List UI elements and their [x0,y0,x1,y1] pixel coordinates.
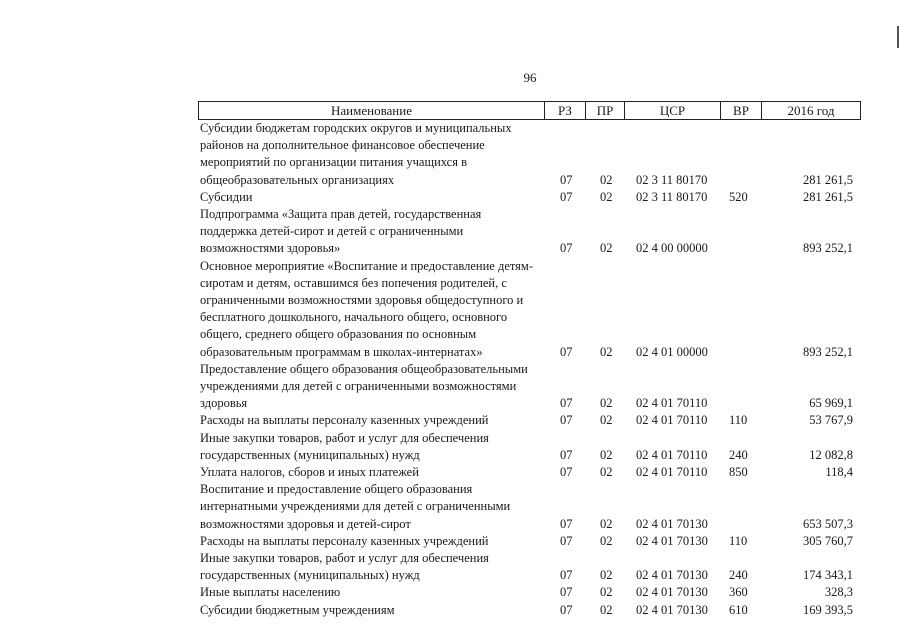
row-rz: 07 [560,241,573,256]
row-name: Воспитание и предоставление общего образования интернатными учреждениями для детей с ограниченными возможностями здоровья и детей-сирот [200,482,511,531]
table-row [198,120,859,189]
row-pr: 02 [600,396,613,411]
row-csr: 02 4 01 70110 [636,413,708,428]
table-row [198,258,859,361]
table-row [198,584,859,601]
row-name: Субсидии бюджетам городских округов и муниципальных районов на дополнительное финансовое обеспечение мероприятий по организации питания учащихся в общеобразовательных организациях [200,121,512,187]
row-pr: 02 [600,189,613,204]
row-pr: 02 [600,172,613,187]
row-csr: 02 4 01 70130 [636,585,708,600]
row-vr: 360 [729,585,748,600]
row-csr: 02 4 01 70130 [636,602,708,617]
row-rz: 07 [560,189,573,204]
row-csr: 02 3 11 80170 [636,172,708,187]
table-row [198,550,859,584]
row-csr: 02 4 01 70130 [636,516,708,531]
column-header-rz: РЗ [545,102,586,119]
row-name: Расходы на выплаты персоналу казенных учреждений [200,533,489,548]
row-name: Уплата налогов, сборов и иных платежей [200,465,419,480]
row-amount: 281 261,5 [803,172,853,187]
row-name: Основное мероприятие «Воспитание и предоставление детям- сиротам и детям, оставшимся без попечения родителей, с ограниченными возможностями здоровья общедоступного и бесплатного дошкольного, начального общего, основного общего, среднего общего образования по основным образовательным программам в школах-интернатах» [200,258,534,359]
page-edge-mark [897,26,899,48]
row-csr: 02 4 01 70130 [636,533,708,548]
table-row [198,412,859,429]
row-amount: 281 261,5 [803,189,853,204]
row-pr: 02 [600,241,613,256]
row-vr: 110 [729,533,748,548]
row-rz: 07 [560,533,573,548]
row-pr: 02 [600,516,613,531]
row-vr: 240 [729,447,748,462]
row-vr: 850 [729,465,748,480]
row-csr: 02 4 01 00000 [636,344,708,359]
row-name: Подпрограмма «Защита прав детей, государственная поддержка детей-сирот и детей с ограниченными возможностями здоровья» [200,207,482,256]
row-name: Иные выплаты населению [200,585,341,600]
row-amount: 65 969,1 [809,396,853,411]
row-rz: 07 [560,396,573,411]
row-vr: 240 [729,568,748,583]
column-header-pr: ПР [586,102,625,119]
column-header-csr: ЦСР [625,102,721,119]
row-amount: 653 507,3 [803,516,853,531]
row-pr: 02 [600,533,613,548]
row-name: Субсидии бюджетным учреждениям [200,602,395,617]
row-rz: 07 [560,568,573,583]
column-header-name: Наименование [199,102,545,119]
row-vr: 110 [729,413,748,428]
row-rz: 07 [560,344,573,359]
row-amount: 305 760,7 [803,533,853,548]
row-amount: 169 393,5 [803,602,853,617]
row-pr: 02 [600,585,613,600]
column-header-year: 2016 год [787,103,835,118]
table-row [198,189,859,206]
table-row [198,430,859,464]
row-pr: 02 [600,465,613,480]
row-pr: 02 [600,413,613,428]
row-pr: 02 [600,447,613,462]
row-rz: 07 [560,447,573,462]
row-pr: 02 [600,344,613,359]
row-csr: 02 4 00 00000 [636,241,708,256]
row-amount: 328,3 [824,585,853,600]
row-name: Субсидии [200,189,253,204]
row-name: Предоставление общего образования общеобразовательными учреждениями для детей с ограниченными возможностями здоровья [200,361,528,411]
row-name: Иные закупки товаров, работ и услуг для обеспечения государственных (муниципальных) нужд [200,551,489,583]
table-row [198,602,859,619]
row-rz: 07 [560,602,573,617]
row-pr: 02 [600,568,613,583]
row-rz: 07 [560,413,573,428]
row-csr: 02 4 01 70110 [636,447,708,462]
row-vr: 520 [729,189,748,204]
row-csr: 02 4 01 70110 [636,396,708,411]
row-rz: 07 [560,516,573,531]
table-row [198,464,859,481]
row-csr: 02 4 01 70130 [636,568,708,583]
page-number: 96 [523,70,537,85]
table-header [198,101,861,120]
budget-table-body [198,120,859,619]
row-amount: 893 252,1 [803,241,853,256]
row-pr: 02 [600,602,613,617]
row-vr: 610 [729,602,748,617]
row-rz: 07 [560,585,573,600]
row-csr: 02 4 01 70110 [636,465,708,480]
row-csr: 02 3 11 80170 [636,189,708,204]
row-amount: 893 252,1 [803,344,853,359]
row-name: Расходы на выплаты персоналу казенных учреждений [200,413,489,428]
row-amount: 53 767,9 [809,413,853,428]
row-amount: 174 343,1 [803,568,853,583]
row-amount: 12 082,8 [809,447,853,462]
table-row [198,533,859,550]
row-rz: 07 [560,172,573,187]
table-row [198,481,859,533]
row-name: Иные закупки товаров, работ и услуг для обеспечения государственных (муниципальных) нужд [200,430,489,462]
table-row [198,206,859,258]
row-amount: 118,4 [825,465,853,480]
table-row [198,361,859,413]
column-header-vr: ВР [721,102,762,119]
row-rz: 07 [560,465,573,480]
